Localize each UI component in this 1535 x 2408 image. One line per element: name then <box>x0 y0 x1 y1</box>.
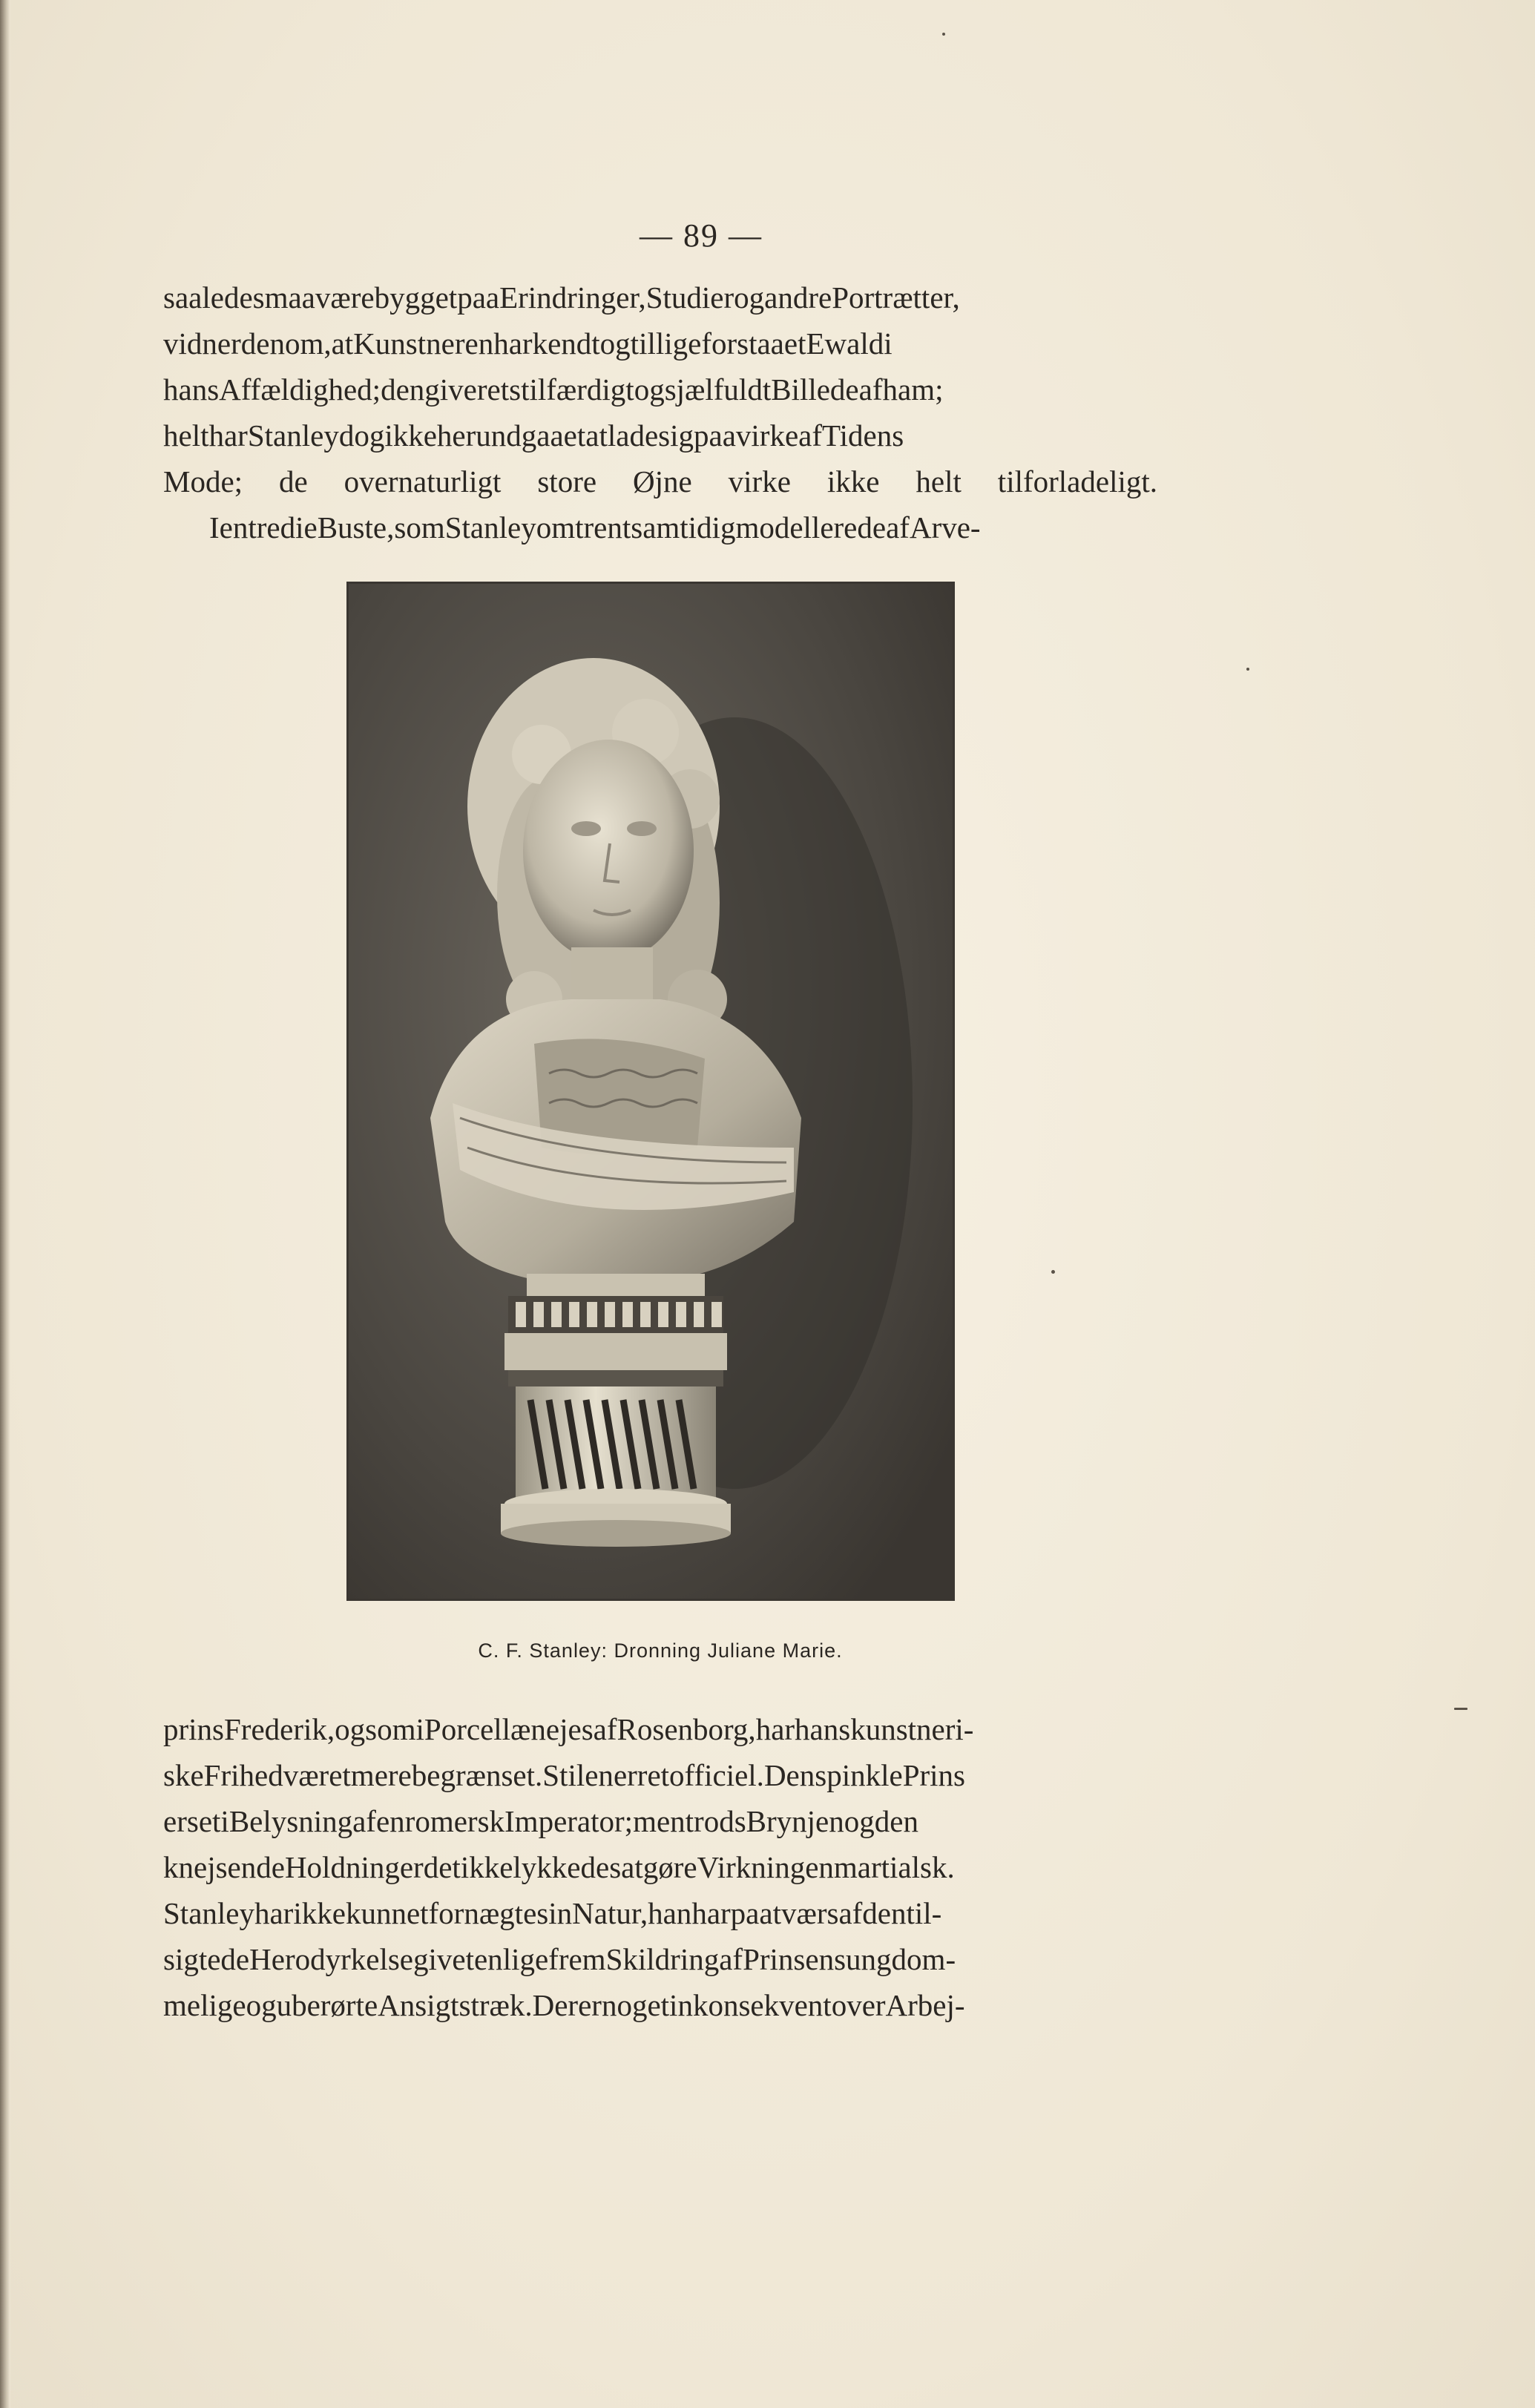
text-line: knejsendeHoldningerdetikkelykkedesatgøreVirkningenmartialsk. <box>163 1850 955 1884</box>
paragraph-3 <box>163 1706 1157 2028</box>
paragraph-2 <box>209 504 1157 550</box>
margin-mark <box>1454 1708 1467 1710</box>
text-line: ersetiBelysningafenromerskImperator;mentrodsBrynjenogden <box>163 1804 918 1838</box>
paragraph-1 <box>163 274 1157 504</box>
page-speck <box>1246 668 1249 671</box>
text-line: prinsFrederik,ogsomiPorcellænejesafRosenborg,harhanskunstneri- <box>163 1712 974 1746</box>
text-line: meligeoguberørteAnsigtstræk.DerernogetinkonsekventoverArbej- <box>163 1988 965 2022</box>
text-line: saaledesmaaværebyggetpaaErindringer,StudierogandrePortrætter, <box>163 280 960 315</box>
page-number: — 89 — <box>640 217 763 254</box>
text-line: StanleyharikkekunnetfornægtesinNatur,hanharpaatværsafdentil- <box>163 1896 942 1930</box>
text-line: skeFrihedværetmerebegrænset.Stilenerretofficiel.DenspinklePrins <box>163 1758 965 1792</box>
bust-photograph <box>346 582 955 1601</box>
page-speck <box>1051 1270 1055 1274</box>
text-line: hansAffældighed;dengiveretstilfærdigtogsjælfuldtBilledeafham; <box>163 372 944 407</box>
page-speck <box>942 33 945 36</box>
text-line: heltharStanleydogikkeherundgaaetatladesigpaavirkeafTidens <box>163 418 904 453</box>
figure-caption: C. F. Stanley: Dronning Juliane Marie. <box>478 1639 843 1662</box>
text-line: vidnerdenom,atKunstnerenharkendtogtilligeforstaaetEwaldi <box>163 326 893 361</box>
page-gutter-edge <box>0 0 10 2408</box>
text-line: Mode; de overnaturligt store Øjne virke ikke helt tilforladeligt. <box>163 464 1157 499</box>
text-line: IentredieBuste,somStanleyomtrentsamtidigmodelleredeafArve- <box>209 510 981 545</box>
text-line: sigtedeHerodyrkelsegivetenligefremSkildringafPrinsensungdom- <box>163 1942 956 1976</box>
